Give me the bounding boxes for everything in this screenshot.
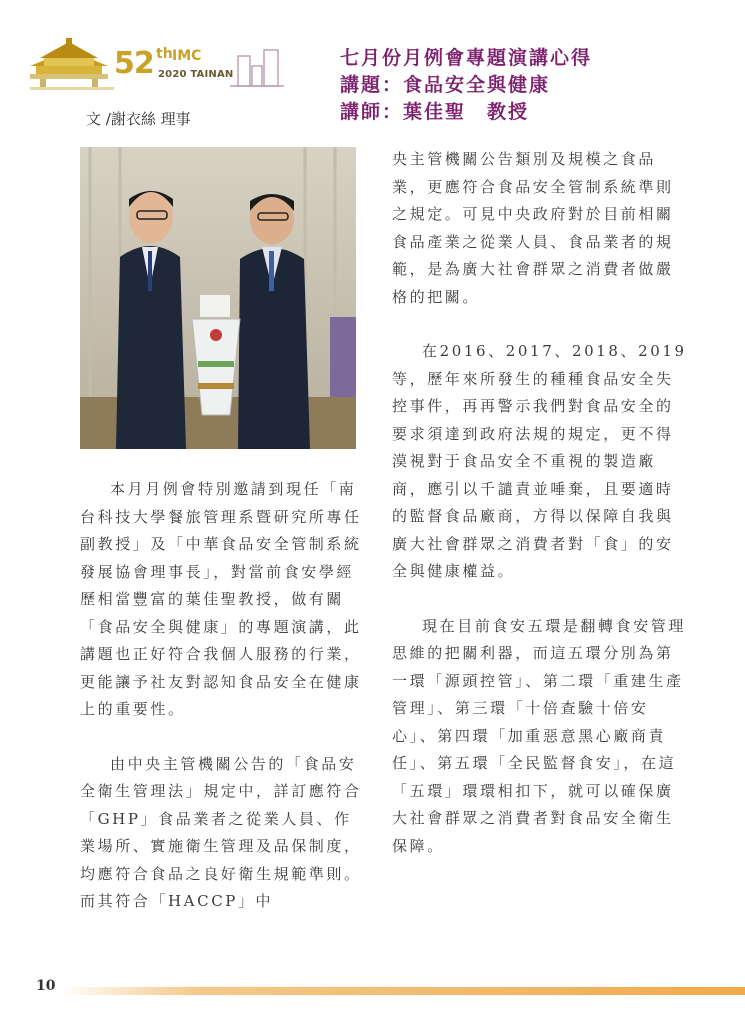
- title-line-heading: 七月份月例會專題演講心得: [340, 47, 593, 69]
- title-line-speaker: 講師：葉佳聖 教授: [340, 101, 530, 123]
- logo-suffix: th: [156, 46, 173, 62]
- paragraph-five-rings: 現在目前食安五環是翻轉食安管理思維的把關利器，而這五環分別為第一環「源頭控管」、第二環「重建生產管理」、第三環「十倍查驗十倍安心」、第四環「加重惡意黑心廠商責任」、第五環「全民監督食安」，在這「五環」環環相扣下，就可以確保廣大社會群眾之消費者對食品安全衛生保障。: [392, 616, 687, 855]
- footer-bar: [58, 987, 745, 995]
- photo-illustration: [80, 147, 356, 449]
- author-byline: 文 /謝衣絲 理事: [86, 110, 191, 128]
- paragraph-regulation: 由中央主管機關公告的「食品安全衛生管理法」規定中，詳訂應符合「GHP」食品業者之從業人員、作業場所、實施衛生管理及品保制度，均應符合食品之良好衛生規範準則。而其符合「HACCP」中: [80, 754, 362, 910]
- right-column: [392, 146, 688, 860]
- logo-event: IMC: [172, 48, 202, 64]
- title-line-topic: 講題：食品安全與健康: [340, 74, 551, 96]
- event-logo: [30, 36, 290, 94]
- left-column: [80, 476, 364, 916]
- page-number: 10: [36, 978, 56, 994]
- article-title: [340, 45, 730, 126]
- paragraph-incidents: 在2016、2017、2018、2019等，歷年來所發生的種種食品安全失控事件，再再警示我們對食品安全的要求須達到政府法規的規定，更不得漠視對于食品安全不重視的製造廠商，應引以千譴責並唾棄，且要適時的監督食品廠商，方得以保障自我與廣大社會群眾之消費者對「食」的安全與健康權益。: [392, 342, 687, 580]
- logo-year-city: 2020 TAINAN: [158, 69, 234, 80]
- paragraph-intro: 本月月例會特別邀請到現任「南台科技大學餐旅管理系暨研究所專任副教授」及「中華食品安全管制系統發展協會理事長」，對當前食安學經歷相當豐富的葉佳聖教授，做有關「食品安全與健康」的專題演講，此講題也正好符合我個人服務的行業，更能讓予社友對認知食品安全在健康上的重要性。: [80, 480, 362, 718]
- event-photo: [80, 147, 356, 449]
- pagoda-logo-graphic: [30, 36, 290, 94]
- paragraph-regulation-cont: 央主管機關公告類別及規模之食品業，更應符合食品安全管制系統準則之規定。可見中央政府對於目前相關食品產業之從業人員、食品業者的規範，是為廣大社會群眾之消費者做嚴格的把關。: [392, 150, 674, 306]
- logo-number: 52: [114, 46, 154, 81]
